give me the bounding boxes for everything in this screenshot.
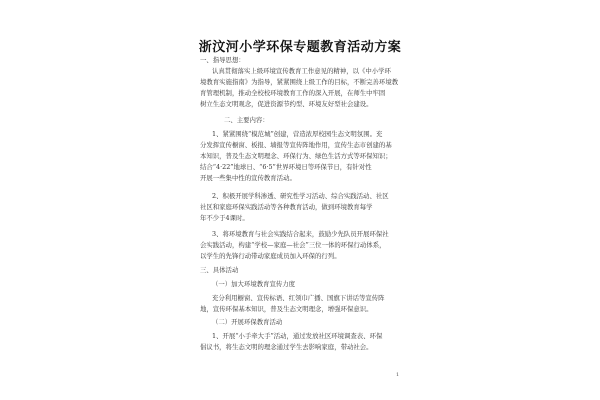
paragraph-line: 育管理机制，推动全校校环境教育工作的深入开展，在师生中牢固 bbox=[200, 89, 386, 97]
section-heading: 三、具体活动 bbox=[200, 266, 239, 274]
paragraph-line: 3、将环境教育与社会实践结合起来，鼓励少先队员开展环保社 bbox=[212, 230, 389, 238]
paragraph-line: 倡议书，将生态文明的理念通过学生去影响家庭，带动社会。 bbox=[200, 343, 373, 351]
paragraph-line: 分发挥宣传橱窗、板报、墙报等宣传阵地作用，宣传生态市创建的基 bbox=[200, 141, 392, 149]
paragraph-line: 会实践活动，构建“学校—家庭—社会”三位一体的环保行动体系， bbox=[200, 241, 386, 249]
paragraph-line: 社区和家庭环保实践活动等各种教育活动，做到环境教育每学 bbox=[200, 203, 373, 211]
section-heading: 二、主要内容： bbox=[224, 116, 269, 124]
paragraph-line: 境教育实施指南》为指导，紧紧围绕上级工作的目标，不断完善环境教 bbox=[200, 78, 399, 86]
subsection-heading: （一）加大环境教育宣传力度 bbox=[212, 280, 296, 288]
page-number: 1 bbox=[396, 372, 400, 378]
paragraph-line: 1、开展“小手牵大手”活动，通过发放社区环境调查表、环保 bbox=[212, 332, 383, 340]
paragraph-line: 以学生的先锋行动带动家庭成员加入环保的行列。 bbox=[200, 252, 341, 260]
document-title: 浙汶河小学环保专题教育活动方案 bbox=[198, 40, 402, 55]
paragraph-line: 充分利用橱窗、宣传标语、红领巾广播、国旗下讲话等宣传阵 bbox=[212, 294, 385, 302]
paragraph-line: 结合“4·22”地球日、“6·5”世界环境日等环保节日，有针对性 bbox=[200, 163, 372, 171]
paragraph-line: 认真贯彻落实上级环境宣传教育工作意见的精神，以《中小学环 bbox=[212, 67, 391, 75]
paragraph-line: 年不少于4课时。 bbox=[200, 214, 249, 222]
subsection-heading: （二）开展环保教育活动 bbox=[212, 318, 283, 326]
paragraph-line: 树立生态文明观念，促进资源节约型、环境友好型社会建设。 bbox=[200, 100, 373, 108]
paragraph-line: 1、紧紧围绕“模范城”创建，营造浓厚校园生态文明氛围。充 bbox=[212, 130, 383, 138]
section-heading: 一、指导思想： bbox=[200, 56, 245, 64]
paragraph-line: 本知识，普及生态文明理念、环保行为、绿色生活方式等环保知识； bbox=[200, 152, 392, 160]
paragraph-line: 地，宣传环保基本知识，普及生态文明理念，增强环保意识。 bbox=[200, 305, 373, 313]
paragraph-line: 开展一些集中性的宣传教育活动。 bbox=[200, 174, 296, 182]
paragraph-line: 2、积极开展学科渗透、研究性学习活动、综合实践活动、社区 bbox=[212, 192, 389, 200]
